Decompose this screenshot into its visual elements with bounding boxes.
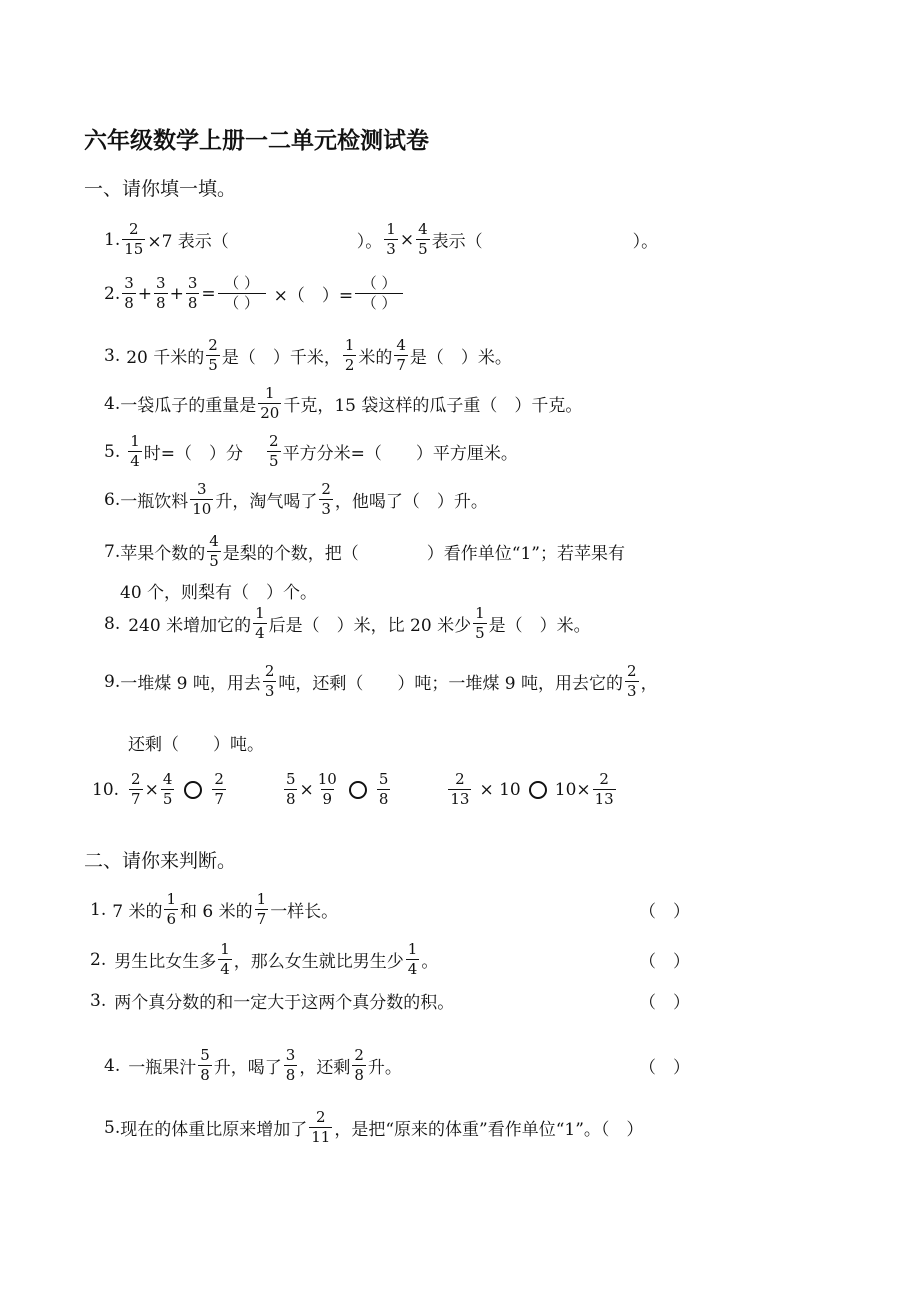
fraction: $\frac{2}{3}$ bbox=[627, 662, 637, 700]
fraction: $\frac{3}{8}$ bbox=[187, 274, 198, 312]
fraction: $\frac{2}{11}$ bbox=[311, 1108, 331, 1146]
question-1-8: 8. 240 米增加它的 $\frac{1}{4}$ 后是（ ）米，比 20 米少 $\frac{1}{5}$ 是（ ）米。 bbox=[104, 604, 591, 642]
question-1-1: 1. $\frac{2}{15}$ ×7 表示（ ）。 $\frac{1}{3}$ × $\frac{4}{5}$ 表示（ ）。 bbox=[104, 220, 659, 258]
section2-heading: 二、请你来判断。 bbox=[84, 850, 237, 872]
fraction: $\frac{4}{7}$ bbox=[396, 336, 406, 374]
fraction: $\frac{1}{20}$ bbox=[260, 384, 280, 422]
fraction: $\frac{4}{5}$ bbox=[209, 532, 219, 570]
fraction: $\frac{2}{3}$ bbox=[321, 480, 331, 518]
blank-fraction[interactable]: $\frac{( )}{( )}$ bbox=[218, 276, 266, 311]
fraction: $\frac{1}{6}$ bbox=[166, 890, 177, 928]
fraction: $\frac{10}{9}$ bbox=[317, 770, 337, 808]
fraction: $\frac{1}{3}$ bbox=[386, 220, 396, 258]
fraction: $\frac{2}{7}$ bbox=[131, 770, 141, 808]
question-1-3: 3. 20 千米的 $\frac{2}{5}$ 是（ ）千米， $\frac{1}{2}$ 米的 $\frac{4}{7}$ 是（ ）米。 bbox=[104, 336, 512, 374]
judge-question-4: 4. 一瓶果汁 $\frac{5}{8}$ 升，喝了 $\frac{3}{8}$ ，还剩 $\frac{2}{8}$ 升。 （ ） bbox=[104, 1046, 690, 1084]
fraction: $\frac{3}{8}$ bbox=[285, 1046, 296, 1084]
fraction: $\frac{1}{4}$ bbox=[220, 940, 230, 978]
judge-mark[interactable]: （ ） bbox=[639, 902, 690, 922]
fraction: $\frac{2}{5}$ bbox=[269, 432, 279, 470]
judge-question-3: 3. 两个真分数的和一定大于这两个真分数的积。 （ ） bbox=[90, 988, 690, 1013]
fraction: $\frac{1}{7}$ bbox=[256, 890, 267, 928]
fraction: $\frac{5}{8}$ bbox=[378, 770, 389, 808]
judge-mark[interactable]: （ ） bbox=[639, 1058, 690, 1078]
question-1-7: 7. 苹果个数的 $\frac{4}{5}$ 是梨的个数，把（ ）看作单位“1”；若苹果有 bbox=[104, 532, 625, 570]
fraction: $\frac{5}{8}$ bbox=[285, 770, 296, 808]
fraction: $\frac{2}{13}$ bbox=[450, 770, 470, 808]
fraction: $\frac{4}{5}$ bbox=[162, 770, 173, 808]
fraction: $\frac{3}{8}$ bbox=[124, 274, 134, 312]
fraction: $\frac{1}{4}$ bbox=[407, 940, 418, 978]
fraction: $\frac{2}{13}$ bbox=[594, 770, 614, 808]
judge-mark[interactable]: （ ） bbox=[639, 993, 690, 1013]
judge-question-1: 1. 7 米的 $\frac{1}{6}$ 和 6 米的 $\frac{1}{7}$ 一样长。 （ ） bbox=[90, 890, 690, 928]
question-1-9-line2: 还剩（ ）吨。 bbox=[128, 735, 264, 755]
question-1-7-line2: 40 个，则梨有（ ）个。 bbox=[120, 583, 318, 603]
fraction: $\frac{1}{5}$ bbox=[475, 604, 485, 642]
fraction: $\frac{5}{8}$ bbox=[200, 1046, 210, 1084]
fraction: $\frac{2}{3}$ bbox=[264, 662, 275, 700]
question-1-5: 5. $\frac{1}{4}$ 时=（ ）分 $\frac{2}{5}$ 平方分米=（ ）平方厘米。 bbox=[104, 432, 518, 470]
question-1-9: 9. 一堆煤 9 吨，用去 $\frac{2}{3}$ 吨，还剩（ ）吨；一堆煤 9 吨，用去它的 $\frac{2}{3}$ ， bbox=[104, 662, 658, 700]
blank-fraction[interactable]: $\frac{( )}{( )}$ bbox=[355, 276, 403, 311]
question-1-4: 4. 一袋瓜子的重量是 $\frac{1}{20}$ 千克，15 袋这样的瓜子重（ ）千克。 bbox=[104, 384, 583, 422]
fraction: $\frac{2}{8}$ bbox=[354, 1046, 364, 1084]
compare-circle[interactable] bbox=[529, 781, 547, 799]
compare-circle[interactable] bbox=[184, 781, 202, 799]
question-1-10: 10. $\frac{2}{7}$ × $\frac{4}{5}$ $\frac{2}{7}$ $\frac{5}{8}$ × $\frac{10}{9}$ $\frac{5}{8}$ $\frac{2}{13}$ × 10 10× $\frac{2}{13}$ bbox=[92, 770, 614, 808]
fraction: $\frac{4}{5}$ bbox=[418, 220, 428, 258]
fraction: $\frac{1}{2}$ bbox=[344, 336, 355, 374]
question-1-6: 6. 一瓶饮料 $\frac{3}{10}$ 升，淘气喝了 $\frac{2}{3}$ ，他喝了（ ）升。 bbox=[104, 480, 488, 518]
fraction: $\frac{1}{4}$ bbox=[130, 432, 140, 470]
judge-mark[interactable]: （ ） bbox=[639, 952, 690, 972]
fraction: $\frac{1}{4}$ bbox=[255, 604, 265, 642]
page-title: 六年级数学上册一二单元检测试卷 bbox=[84, 127, 429, 154]
fraction: $\frac{2}{15}$ bbox=[124, 220, 144, 258]
fraction: $\frac{3}{8}$ bbox=[156, 274, 166, 312]
judge-question-2: 2. 男生比女生多 $\frac{1}{4}$ ，那么女生就比男生少 $\frac{1}{4}$ 。 （ ） bbox=[90, 940, 690, 978]
compare-circle[interactable] bbox=[349, 781, 367, 799]
section1-heading: 一、请你填一填。 bbox=[84, 178, 237, 200]
fraction: $\frac{2}{5}$ bbox=[208, 336, 218, 374]
fraction: $\frac{2}{7}$ bbox=[214, 770, 224, 808]
judge-question-5: 5. 现在的体重比原来增加了 $\frac{2}{11}$ ，是把“原来的体重”看作单位“1”。（ ） bbox=[104, 1108, 644, 1146]
fraction: $\frac{3}{10}$ bbox=[192, 480, 212, 518]
question-1-2: 2. $\frac{3}{8}$ + $\frac{3}{8}$ + $\frac{3}{8}$ = $\frac{( )}{( )}$ ×（ ）= $\frac{( )}{( )}$ bbox=[104, 276, 405, 311]
